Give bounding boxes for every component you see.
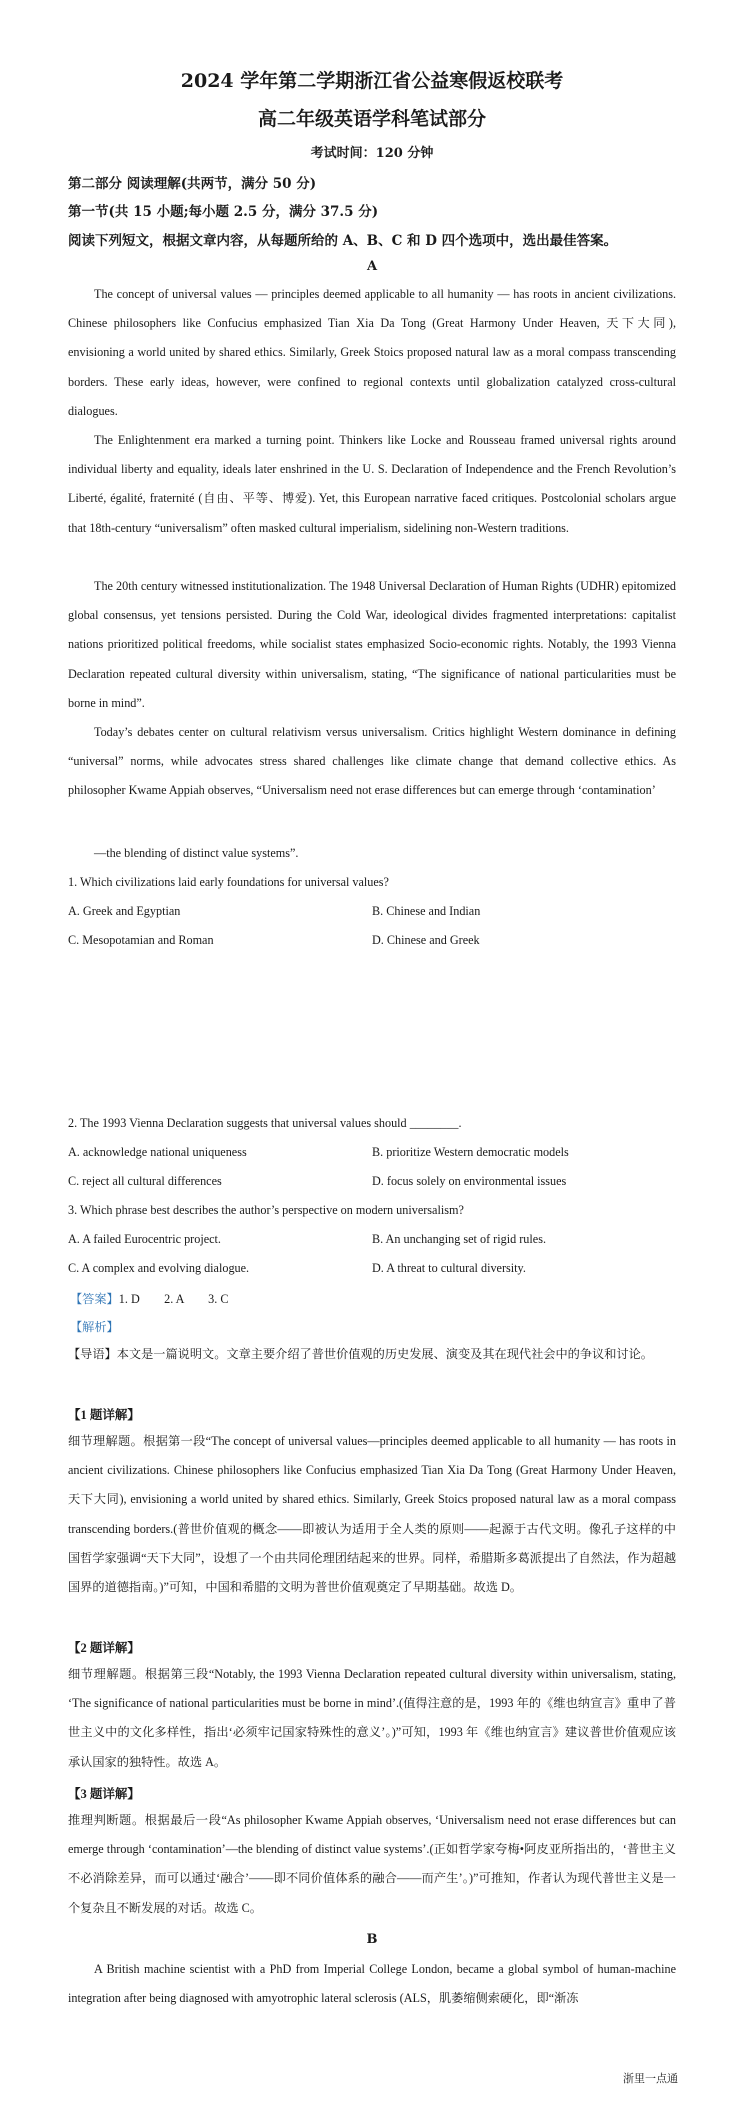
- exam-time: 考试时间：120 分钟: [310, 146, 434, 161]
- question-3-option-d: D. A threat to cultural diversity.: [372, 1261, 526, 1275]
- passage-b-paragraph-1: A British machine scientist with a PhD from Imperial College London, became a global symbol of human-machine integration after being diagnosed with amyotrophic lateral sclerosis (ALS，肌萎缩侧索硬化，即“渐冻: [68, 1962, 676, 2006]
- page-footer: 浙里一点通: [623, 2072, 678, 2085]
- analysis-label: 【解析】: [70, 1320, 119, 1334]
- passage-a-letter: A: [366, 259, 378, 274]
- explanation-guide: 【导语】本文是一篇说明文。文章主要介绍了普世价值观的历史发展、演变及其在现代社会中的争议和讨论。: [68, 1347, 653, 1361]
- passage-a-paragraph-4: Today’s debates center on cultural relativism versus universalism. Critics highlight Western dominance in defining “universal” norms, while advocates stress shared challenges like climate change that demand collective ethics. As philosopher Kwame Appiah observes, “Universalism need not erase differences but can emerge through ‘contamination’: [68, 725, 676, 798]
- answer-values: 1. D 2. A 3. C: [118, 1292, 229, 1306]
- explanation-q3-text: 推理判断题。根据最后一段“As philosopher Kwame Appiah observes, ‘Universalism need not erase differences but can emerge through ‘contamination’—the blending of distinct value systems’.(正如哲学家夸梅•阿皮亚所指出的，‘普世主义不必消除差异，而可以通过‘融合’——即不同价值体系的融合——而产生’。)”可推知，作者认为现代普世主义是一个复杂且不断发展的对话。故选 C。: [68, 1813, 676, 1915]
- question-3-option-b: B. An unchanging set of rigid rules.: [372, 1232, 546, 1246]
- explanation-q2-heading: 【2 题详解】: [68, 1641, 140, 1655]
- question-3-stem: 3. Which phrase best describes the author’s perspective on modern universalism?: [68, 1203, 464, 1217]
- explanation-q2-text: 细节理解题。根据第三段“Notably, the 1993 Vienna Declaration repeated cultural diversity within universalism, stating, ‘The significance of national particularities must be borne in mind’.(值得注意的是，1993 年的《维也纳宣言》重申了普世主义中的文化多样性，指出‘必须牢记国家特殊性的意义’。)”可知，1993 年《维也纳宣言》建议普世价值观应该承认国家的独特性。故选 A。: [68, 1667, 676, 1769]
- passage-a-paragraph-3: The 20th century witnessed institutionalization. The 1948 Universal Declaration of Human Rights (UDHR) epitomized global consensus, yet tensions persisted. During the Cold War, ideological divides fragmented interpretations: capitalist nations prioritized political freedoms, while socialist states emphasized Socio-economic rights. Notably, the 1993 Vienna Declaration repeated cultural diversity within universalism, stating, “The significance of national particularities must be borne in mind”.: [68, 579, 676, 710]
- section-heading: 第一节(共 15 小题;每小题 2.5 分，满分 37.5 分): [68, 204, 379, 220]
- passage-b-letter: B: [366, 1932, 378, 1947]
- question-2-option-a: A. acknowledge national uniqueness: [68, 1145, 247, 1159]
- question-2-stem: 2. The 1993 Vienna Declaration suggests that universal values should ________.: [68, 1116, 462, 1130]
- question-1-option-d: D. Chinese and Greek: [372, 933, 480, 947]
- explanation-q1-heading: 【1 题详解】: [68, 1408, 140, 1422]
- question-1-option-c: C. Mesopotamian and Roman: [68, 933, 214, 947]
- question-2-option-b: B. prioritize Western democratic models: [372, 1145, 569, 1159]
- question-1-option-a: A. Greek and Egyptian: [68, 904, 181, 918]
- question-3-option-a: A. A failed Eurocentric project.: [68, 1232, 221, 1246]
- answer-line: [70, 1290, 228, 1307]
- part-heading: 第二部分 阅读理解(共两节，满分 50 分): [68, 176, 317, 192]
- explanation-q1-text: 细节理解题。根据第一段“The concept of universal values—principles deemed applicable to all humanity — has roots in ancient civilizations. Chinese philosophers like Confucius emphasized Tian Xia Da Tong (Great Harmony Under Heaven, 天下大同), envisioning a world united by shared ethics. Similarly, Greek Stoics proposed natural law as a moral compass transcending borders.(普世价值观的概念——即被认为适用于全人类的原则——起源于古代文明。像孔子这样的中国哲学家强调“天下大同”，设想了一个由共同伦理团结起来的世界。同样，希腊斯多葛派提出了自然法，作为超越国界的道德指南。)”可知，中国和希腊的文明为普世价值观奠定了早期基础。故选 D。: [68, 1434, 677, 1595]
- answer-label: 【答案】: [70, 1292, 119, 1306]
- question-1-stem: 1. Which civilizations laid early foundations for universal values?: [68, 875, 389, 889]
- question-2-option-d: D. focus solely on environmental issues: [372, 1174, 567, 1188]
- question-2-option-c: C. reject all cultural differences: [68, 1174, 222, 1188]
- passage-a-paragraph-5: —the blending of distinct value systems”.: [94, 846, 299, 860]
- passage-a-paragraph-1: The concept of universal values — principles deemed applicable to all humanity — has roots in ancient civilizations. Chinese philosophers like Confucius emphasized Tian Xia Da Tong (Great Harmony Under Heaven, 天下大同), envisioning a world united by shared ethics. Similarly, Greek Stoics proposed natural law as a moral compass transcending borders. These early ideas, however, were confined to regional contexts until globalization catalyzed cross-cultural dialogues.: [68, 287, 676, 418]
- exam-title: 2024 学年第二学期浙江省公益寒假返校联考: [180, 70, 564, 92]
- question-3-option-c: C. A complex and evolving dialogue.: [68, 1261, 250, 1275]
- directions: 阅读下列短文，根据文章内容，从每题所给的 A、B、C 和 D 四个选项中，选出最佳答案。: [68, 233, 618, 249]
- question-1-option-b: B. Chinese and Indian: [372, 904, 481, 918]
- exam-subtitle: 高二年级英语学科笔试部分: [257, 108, 486, 130]
- explanation-q3-heading: 【3 题详解】: [68, 1787, 140, 1801]
- passage-a-paragraph-2: The Enlightenment era marked a turning point. Thinkers like Locke and Rousseau framed universal rights around individual liberty and equality, ideals later enshrined in the U. S. Declaration of Independence and the French Revolution’s Liberté, égalité, fraternité (自由、平等、博爱). Yet, this European narrative faced critiques. Postcolonial scholars argue that 18th-century “universalism” often masked cultural imperialism, sidelining non-Western traditions.: [68, 433, 676, 535]
